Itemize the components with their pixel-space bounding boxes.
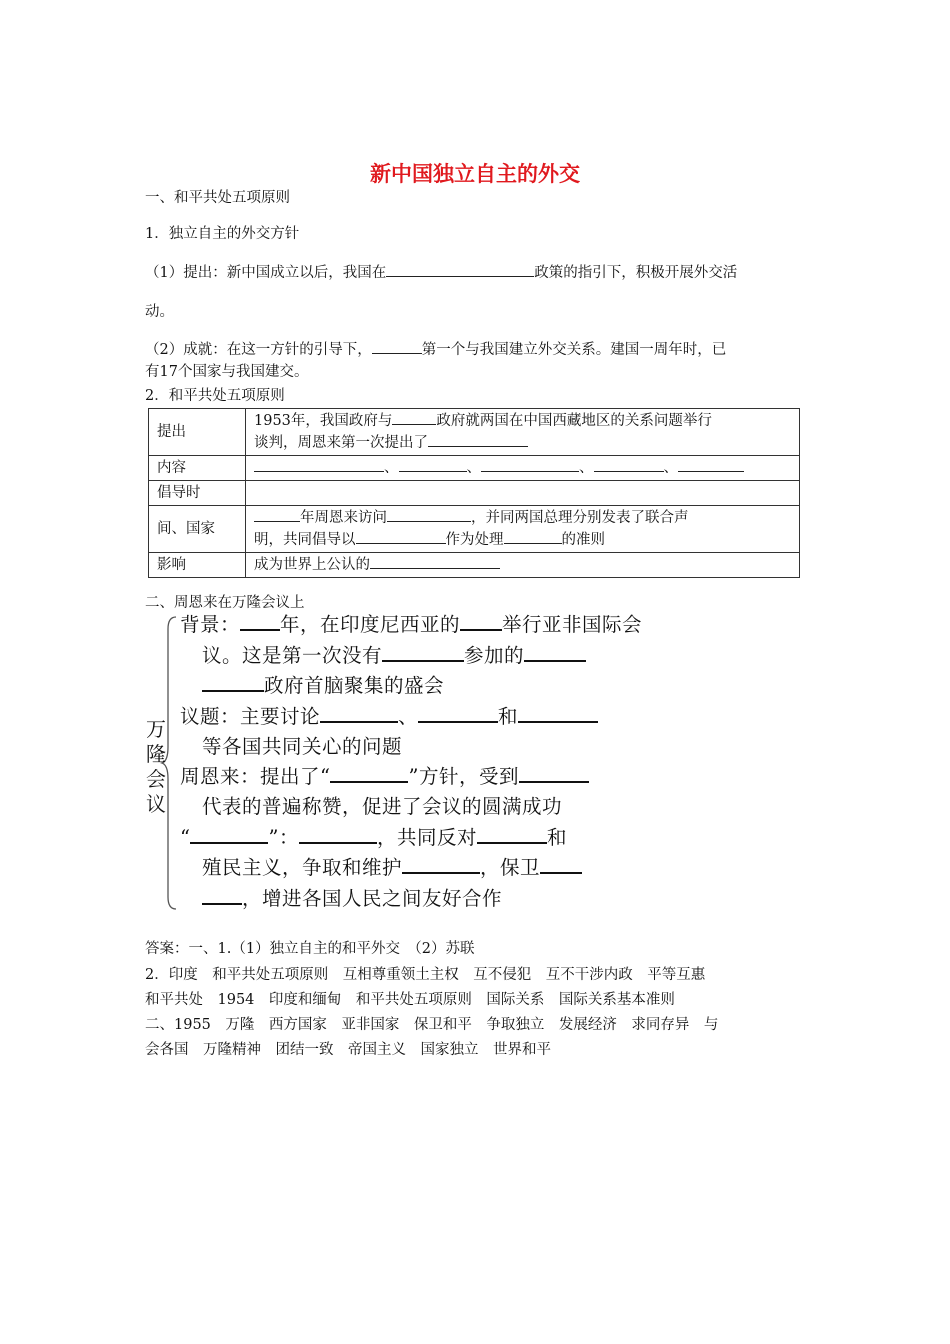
vertical-char: 隆 bbox=[146, 742, 166, 766]
paragraph-1a bbox=[145, 262, 810, 283]
row-key-advocate-time: 倡导时 bbox=[149, 481, 246, 506]
fill-blank[interactable] bbox=[330, 763, 408, 783]
line-text: ，保卫 bbox=[480, 856, 541, 879]
row-value-impact bbox=[246, 553, 800, 578]
row-value-empty bbox=[246, 481, 800, 506]
p2a-pre: （2）成就：在这一方针的引导下， bbox=[145, 342, 372, 358]
row-value-propose bbox=[246, 409, 800, 456]
background-line-2 bbox=[202, 641, 586, 671]
answer-line-3: 和平共处 1954 印度和缅甸 和平共处五项原则 国际关系 国际关系基本准则 bbox=[145, 992, 675, 1008]
fill-blank[interactable] bbox=[392, 410, 436, 425]
fill-blank[interactable] bbox=[518, 703, 598, 723]
paragraph-2b: 有17个国家与我国建交。 bbox=[145, 364, 309, 380]
fill-blank[interactable] bbox=[190, 824, 268, 844]
table-row bbox=[149, 481, 800, 506]
cell-text: 1953年，我国政府与 bbox=[254, 413, 393, 429]
line-text: ”： bbox=[268, 826, 299, 849]
line-text: ，共同反对 bbox=[376, 826, 477, 849]
row-value-content bbox=[246, 456, 800, 481]
row-value-countries bbox=[246, 506, 800, 553]
fill-blank[interactable] bbox=[320, 703, 398, 723]
cell-text: 作为处理 bbox=[445, 532, 504, 548]
fill-blank[interactable] bbox=[370, 554, 500, 569]
fill-blank[interactable] bbox=[428, 432, 528, 447]
cell-text: 政府就两国在中国西藏地区的关系问题举行 bbox=[436, 413, 712, 429]
subheading-1: 1．独立自主的外交方针 bbox=[145, 226, 300, 242]
row-key-propose: 提出 bbox=[149, 409, 246, 456]
separator: 、 bbox=[466, 460, 481, 476]
topic-line-2: 等各国共同关心的问题 bbox=[202, 735, 403, 758]
spirit-line-2 bbox=[202, 853, 582, 883]
line-text: 背景： bbox=[180, 613, 241, 636]
line-text: 周恩来：提出了“ bbox=[180, 765, 331, 788]
fill-blank[interactable] bbox=[254, 507, 300, 522]
row-key-countries: 间、国家 bbox=[149, 506, 246, 553]
line-text: 、 bbox=[398, 705, 419, 728]
p1a-post: 政策的指引下，积极开展外交活 bbox=[534, 265, 738, 281]
line-text: 政府首脑聚集的盛会 bbox=[264, 674, 445, 697]
cell-text: ，并同两国总理分别发表了联合声 bbox=[471, 510, 689, 526]
answer-line-2: 2．印度 和平共处五项原则 互相尊重领土主权 互不侵犯 互不干涉内政 平等互惠 bbox=[145, 967, 706, 983]
line-text: “ bbox=[180, 826, 191, 849]
fill-blank[interactable] bbox=[460, 611, 502, 631]
fill-blank[interactable] bbox=[254, 457, 384, 472]
row-key-impact: 影响 bbox=[149, 553, 246, 578]
line-text: 举行亚非国际会 bbox=[502, 613, 643, 636]
p1a-pre: （1）提出：新中国成立以后，我国在 bbox=[145, 265, 387, 281]
answer-line-4: 二、1955 万隆 西方国家 亚非国家 保卫和平 争取独立 发展经济 求同存异 与 bbox=[145, 1017, 719, 1033]
fill-blank[interactable] bbox=[524, 642, 586, 662]
answer-line-5: 会各国 万隆精神 团结一致 帝国主义 国家独立 世界和平 bbox=[145, 1042, 551, 1058]
cell-text: 成为世界上公认的 bbox=[254, 557, 370, 573]
line-text: 和 bbox=[546, 826, 567, 849]
line-text: ，增进各国人民之间友好合作 bbox=[242, 887, 503, 910]
separator: 、 bbox=[579, 460, 594, 476]
table-row bbox=[149, 409, 800, 456]
page-title: 新中国独立自主的外交 bbox=[370, 162, 580, 186]
cell-text: 的准则 bbox=[561, 532, 605, 548]
vertical-char: 议 bbox=[146, 792, 166, 816]
fill-blank[interactable] bbox=[477, 824, 547, 844]
spirit-line-3 bbox=[202, 884, 502, 914]
line-text: 和 bbox=[498, 705, 519, 728]
paragraph-1b: 动。 bbox=[145, 304, 174, 320]
fill-blank[interactable] bbox=[540, 854, 582, 874]
subheading-2: 2．和平共处五项原则 bbox=[145, 388, 285, 404]
fill-blank[interactable] bbox=[402, 854, 480, 874]
section2-heading: 二、周恩来在万隆会议上 bbox=[145, 595, 305, 611]
vertical-char: 万 bbox=[146, 717, 166, 741]
fill-blank[interactable] bbox=[678, 457, 744, 472]
row-key-content: 内容 bbox=[149, 456, 246, 481]
table-row bbox=[149, 506, 800, 553]
table-row bbox=[149, 456, 800, 481]
fill-blank[interactable] bbox=[202, 672, 264, 692]
fill-blank[interactable] bbox=[418, 703, 498, 723]
fill-blank[interactable] bbox=[504, 529, 562, 544]
answer-line-1: 答案：一、1.（1）独立自主的和平外交 （2）苏联 bbox=[145, 941, 475, 957]
fill-blank[interactable] bbox=[382, 642, 464, 662]
fill-blank[interactable] bbox=[399, 457, 467, 472]
zhou-line-1 bbox=[180, 762, 589, 792]
fill-blank[interactable] bbox=[519, 763, 589, 783]
line-text: 参加的 bbox=[464, 644, 525, 667]
separator: 、 bbox=[384, 460, 399, 476]
fill-blank[interactable] bbox=[356, 529, 446, 544]
separator: 、 bbox=[663, 460, 678, 476]
cell-text: 谈判，周恩来第一次提出了 bbox=[254, 435, 428, 451]
line-text: 议。这是第一次没有 bbox=[202, 644, 383, 667]
cell-text: 年周恩来访问 bbox=[300, 510, 387, 526]
fill-blank[interactable] bbox=[481, 457, 579, 472]
fill-blank[interactable] bbox=[386, 262, 534, 277]
principles-table bbox=[148, 408, 800, 578]
fill-blank[interactable] bbox=[240, 611, 280, 631]
fill-blank[interactable] bbox=[387, 507, 471, 522]
fill-blank[interactable] bbox=[299, 824, 377, 844]
paragraph-2a bbox=[145, 339, 810, 360]
table-row bbox=[149, 553, 800, 578]
p2a-post: 第一个与我国建立外交关系。建国一周年时，已 bbox=[421, 342, 727, 358]
fill-blank[interactable] bbox=[202, 885, 242, 905]
line-text: 殖民主义，争取和维护 bbox=[202, 856, 403, 879]
section1-heading: 一、和平共处五项原则 bbox=[145, 190, 290, 206]
bandung-conference-label bbox=[144, 717, 168, 817]
background-line-3 bbox=[202, 671, 444, 701]
line-text: ”方针，受到 bbox=[408, 765, 519, 788]
fill-blank[interactable] bbox=[594, 457, 664, 472]
line-text: 议题：主要讨论 bbox=[180, 705, 321, 728]
zhou-line-2: 代表的普遍称赞，促进了会议的圆满成功 bbox=[202, 795, 563, 818]
background-line-1 bbox=[180, 610, 642, 640]
topic-line-1 bbox=[180, 702, 598, 732]
vertical-char: 会 bbox=[146, 767, 166, 791]
spirit-line-1 bbox=[180, 823, 567, 853]
line-text: 年，在印度尼西亚的 bbox=[280, 613, 461, 636]
cell-text: 明，共同倡导以 bbox=[254, 532, 356, 548]
fill-blank[interactable] bbox=[372, 339, 422, 354]
